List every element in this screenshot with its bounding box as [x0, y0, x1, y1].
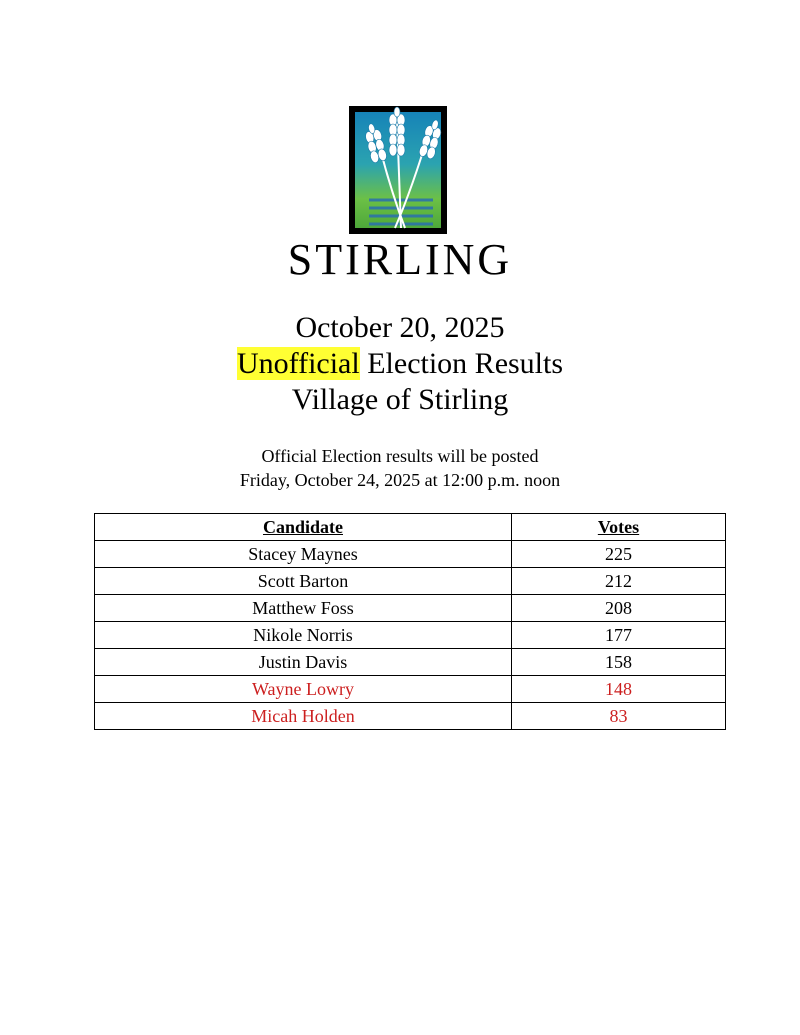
candidate-name: Scott Barton — [95, 568, 512, 595]
results-table — [94, 513, 726, 730]
table-row-not-elected — [95, 703, 726, 730]
candidate-header: Candidate — [95, 514, 512, 541]
table-row-not-elected — [95, 676, 726, 703]
table-row — [95, 568, 726, 595]
candidate-votes: 212 — [512, 568, 726, 595]
table-row — [95, 595, 726, 622]
unofficial-highlight: Unofficial — [236, 347, 360, 380]
table-row — [95, 649, 726, 676]
headline-title — [0, 346, 800, 382]
headline-title-rest: Election Results — [367, 347, 564, 380]
stirling-wordmark: STIRLING — [287, 235, 513, 284]
candidate-name: Matthew Foss — [95, 595, 512, 622]
votes-header: Votes — [512, 514, 726, 541]
headline-place: Village of Stirling — [291, 383, 509, 416]
candidate-name: Nikole Norris — [95, 622, 512, 649]
candidate-votes: 83 — [512, 703, 726, 730]
table-row — [95, 541, 726, 568]
candidate-votes: 148 — [512, 676, 726, 703]
table-header-row — [95, 514, 726, 541]
wheat-logo-icon — [349, 106, 447, 234]
candidate-votes: 208 — [512, 595, 726, 622]
candidate-name: Wayne Lowry — [95, 676, 512, 703]
notice-line-1: Official Election results will be posted — [261, 446, 539, 466]
posting-notice — [0, 444, 800, 492]
notice-line-2: Friday, October 24, 2025 at 12:00 p.m. noon — [239, 470, 561, 490]
headline-date: October 20, 2025 — [295, 311, 505, 344]
stirling-logo — [349, 106, 447, 234]
headline — [0, 310, 800, 418]
table-row — [95, 622, 726, 649]
candidate-votes: 158 — [512, 649, 726, 676]
candidate-name: Micah Holden — [95, 703, 512, 730]
candidate-name: Stacey Maynes — [95, 541, 512, 568]
candidate-name: Justin Davis — [95, 649, 512, 676]
candidate-votes: 225 — [512, 541, 726, 568]
candidate-votes: 177 — [512, 622, 726, 649]
